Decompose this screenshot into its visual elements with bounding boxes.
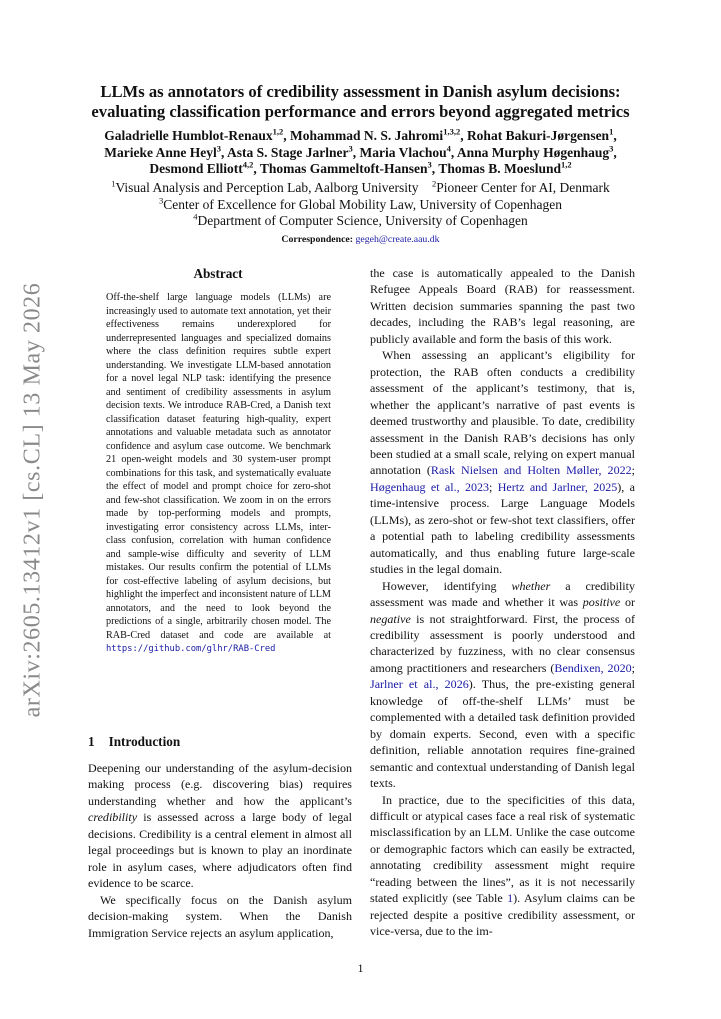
abstract-heading: Abstract [193, 266, 243, 281]
citation-link[interactable]: Høgenhaug et al., 2023 [370, 479, 490, 494]
author: Asta S. Stage Jarlner$^3$, [226, 143, 360, 160]
correspondence [66, 234, 655, 245]
paragraph: When assessing an applicant’s eligibility for protection, the RAB often conducts a credibility assessment of the applicant’s testimony, that is, whether the applicant’s narrative of past events is deemed trustworthy and plausible. To date, credibility assessment in the Danish RAB’s decisions has only been studied at a small scale, relying on expert manual annotation (Rask Nielsen and Holten Møller, 2022; Høgenhaug et al., 2023; Hertz and Jarlner, 2025), a time-intensive process. Large Language Models (LLMs), as zero-shot or few-shot text classifiers, offer a potential path to labeling credibility assessments automatically, and thus enabling future large-scale studies in the legal domain. [370, 348, 636, 577]
code-repo-link[interactable]: https://github.com/glhr/RAB-Cred [106, 644, 276, 654]
paragraph: the case is automatically appealed to the Danish Refugee Appeals Board (RAB) for reassessment. Written decision summaries spanning the past two decades, including the RAB’s legal reasoning, are publicly available and form the basis of this work. [370, 266, 635, 346]
author: Desmond Elliott$^{4,2}$, [149, 159, 260, 176]
author: Rohat Bakuri-Jørgensen$^1$, [466, 126, 617, 143]
left-column-body [88, 760, 352, 941]
author: Thomas B. Moeslund$^{1,2}$ [438, 159, 572, 176]
paragraph: In practice, due to the specificities of this data, difficult or atypical cases face a real risk of systematic misclassification by an LLM. Unlike the case outcome or demographic factors which can easily be extracted, annotating credibility assessment might require “reading between the lines”, as it is not necessarily stated explicitly (see Table 1). Asylum claims can be rejected despite a positive credibility assessment, or vice-versa, due to the im- [370, 792, 635, 939]
paper-title [70, 82, 651, 121]
title-line-2: evaluating classification performance and errors beyond aggregated metrics [91, 101, 630, 121]
citation-link[interactable]: Bendixen, 2020 [554, 660, 632, 675]
author-list [66, 128, 655, 178]
paragraph: We specifically focus on the Danish asylum decision-making system. When the Danish Immigration Service rejects an asylum application, [88, 892, 352, 940]
arxiv-stamp-text: arXiv:2605.13412v1 [cs.CL] 13 May 2026 [19, 282, 46, 718]
abstract-text: Off-the-shelf large language models (LLMs) are increasingly used to automate text annotation, yet their effectiveness remains underexplored for underrepresented languages and specialized domains where the class definition requires subtle expert understanding. We investigate LLM-based annotation for a novel legal NLP task: identifying the presence and sentiment of credibility assessments in asylum decision texts. We introduce RAB-Cred, a Danish text classification dataset featuring high-quality, expert annotations and valuable metadata such as annotator confidence and asylum case outcome. We benchmark 21 open-weight models and 30 system-user prompt combinations for this task, and systematically evaluate the effect of model and prompt choice for zero-shot and few-shot classification. We zoom in on the errors made by top-performing models and prompts, investigating error consistency across LLMs, inter-class confusion, correlation with human confidence and sample-wise difficulty and severity of LLM mistakes. Our results confirm the potential of LLMs for cost-effective labeling of asylum decisions, but highlight the imperfect and inconsistent nature of LLM annotators, and the need to look beyond the predictions of a single, arbitrarily chosen model. The RAB-Cred dataset and code are available at https://github.com/glhr/RAB-Cred [106, 292, 331, 654]
paragraph: Deepening our understanding of the asylum-decision making process (e.g. discovering bias) requires understanding whether and how the applicant’s credibility is assessed across a large body of legal decisions. Credibility is a central element in almost all legal proceedings but is known to play an inordinate role in asylum cases, where adjudicators often find evidence to be scarce. [88, 761, 352, 891]
author: Anna Murphy Høgenhaug$^3$, [456, 143, 617, 160]
correspondence-email-link[interactable]: gegeh@create.aau.dk [355, 234, 440, 245]
author: Thomas Gammeltoft-Hansen$^3$, [259, 159, 439, 176]
paragraph: However, identifying whether a credibility assessment was made and whether it was positive or negative is not straightforward. First, the process of credibility assessment is poorly understood and characterized by fuzziness, with no clear consensus among practitioners and researchers (Bendixen, 2020; Jarlner et al., 2026). Thus, the pre-existing general knowledge of off-the-shelf LLMs’ must be complemented with a detailed task definition provided by domain experts. Second, even with a specific definition, reliable annotation requires fine-grained semantic and contextual understanding of Danish legal texts. [370, 578, 636, 791]
affiliation-3: $^3$Center of Excellence for Global Mobility Law, University of Copenhagen [158, 195, 562, 212]
right-column-body [370, 265, 635, 940]
author: Galadrielle Humblot-Renaux$^{1,2}$, [104, 126, 291, 143]
author: Mohammad N. S. Jahromi$^{1,3,2}$, [290, 126, 467, 143]
affiliation-1: $^1$Visual Analysis and Perception Lab, Aalborg University [111, 178, 419, 195]
citation-link[interactable]: Rask Nielsen and Holten Møller, 2022 [430, 463, 632, 478]
title-line-1: LLMs as annotators of credibility assessment in Danish asylum decisions: [100, 82, 621, 101]
affiliation-2: $^2$Pioneer Center for AI, Denmark [431, 178, 610, 195]
citation-link[interactable]: Hertz and Jarlner, 2025 [497, 479, 618, 494]
author: Marieke Anne Heyl$^3$, [104, 143, 227, 160]
arxiv-stamp[interactable] [8, 280, 58, 720]
correspondence-label: Correspondence: [281, 234, 354, 245]
section-heading-introduction: 1 Introduction [88, 734, 181, 749]
table-reference-link[interactable]: 1 [507, 891, 514, 906]
citation-link[interactable]: Jarlner et al., 2026 [370, 677, 469, 692]
author: Maria Vlachou$^4$, [359, 143, 457, 160]
affiliations [66, 180, 655, 230]
affiliation-4: $^4$Department of Computer Science, University of Copenhagen [193, 211, 528, 228]
page-number: 1 [357, 961, 364, 975]
